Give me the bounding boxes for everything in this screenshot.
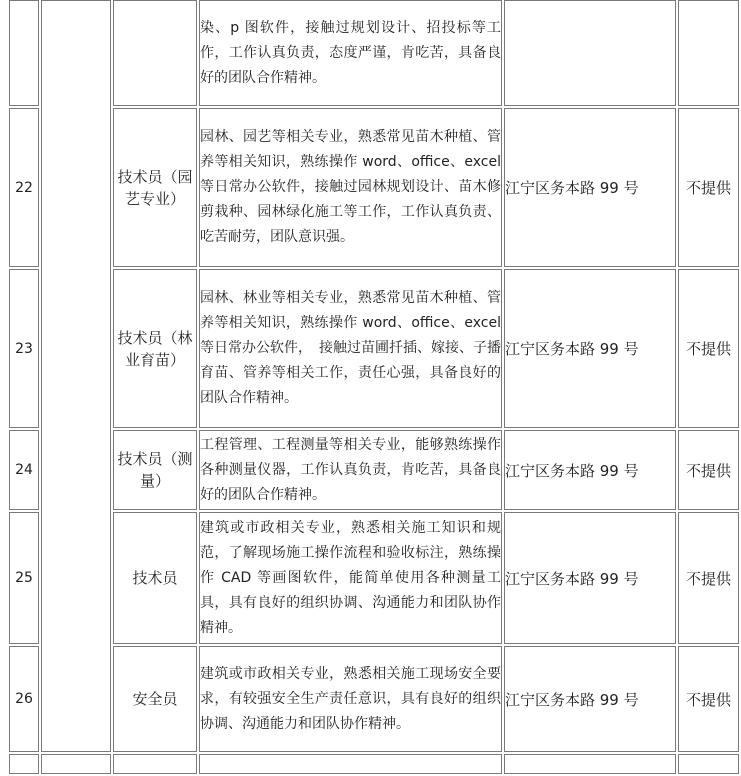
accommodation-status: 不提供 (678, 430, 739, 510)
accommodation-status: 不提供 (678, 108, 739, 267)
job-requirements: 建筑或市政相关专业，熟悉相关施工知识和规范，了解现场施工操作流程和验收标注，熟练操作 CAD 等画图软件，能简单使用各种测量工具，具有良好的组织协调、沟通能力和团队协作精神。 (199, 512, 502, 644)
merged-unit-cell (41, 0, 111, 752)
job-requirements: 染、p 图软件，接触过规划设计、招投标等工作，工作认真负责，态度严谨，肯吃苦，具备良好的团队合作精神。 (199, 0, 502, 106)
work-address: 江宁区务本路 99 号 (504, 269, 676, 428)
job-title: 技术员 (113, 512, 197, 644)
job-title: 技术员（测量） (113, 430, 197, 510)
table-row (9, 512, 739, 644)
row-number: 26 (9, 646, 39, 752)
row-number: 25 (9, 512, 39, 644)
job-requirements: 建筑或市政相关专业，熟悉相关施工现场安全要求，有较强安全生产责任意识，具有良好的组织协调、沟通能力和团队协作精神。 (199, 646, 502, 752)
work-address: 江宁区务本路 99 号 (504, 512, 676, 644)
accommodation-status: 不提供 (678, 646, 739, 752)
accommodation-status: 不提供 (678, 512, 739, 644)
table-row-continuation (9, 754, 739, 774)
work-address: 江宁区务本路 99 号 (504, 108, 676, 267)
accommodation-status (678, 0, 739, 106)
job-title (113, 0, 197, 106)
job-title: 技术员（园艺专业） (113, 108, 197, 267)
row-number: 24 (9, 430, 39, 510)
table-row (9, 646, 739, 752)
accommodation-status: 不提供 (678, 269, 739, 428)
work-address (504, 0, 676, 106)
row-number: 23 (9, 269, 39, 428)
job-requirements: 园林、林业等相关专业，熟悉常见苗木种植、管养等相关知识，熟练操作 word、office、excel 等日常办公软件， 接触过苗圃扦插、嫁接、子播育苗、管养等相关工作，责任心强，具备良好的团队合作精神。 (199, 269, 502, 428)
table-row (9, 0, 739, 106)
table-row (9, 430, 739, 510)
job-title: 安全员 (113, 646, 197, 752)
table-row (9, 108, 739, 267)
job-requirements: 工程管理、工程测量等相关专业，能够熟练操作各种测量仪器，工作认真负责，肯吃苦，具备良好的团队合作精神。 (199, 430, 502, 510)
work-address: 江宁区务本路 99 号 (504, 646, 676, 752)
table-row (9, 269, 739, 428)
work-address: 江宁区务本路 99 号 (504, 430, 676, 510)
job-title: 技术员（林业育苗） (113, 269, 197, 428)
row-number (9, 0, 39, 106)
row-number: 22 (9, 108, 39, 267)
job-table (7, 0, 741, 776)
job-requirements: 园林、园艺等相关专业，熟悉常见苗木种植、管养等相关知识，熟练操作 word、office、excel 等日常办公软件，接触过园林规划设计、苗木修剪栽种、园林绿化施工等工作，工作认真负责、吃苦耐劳，团队意识强。 (199, 108, 502, 267)
